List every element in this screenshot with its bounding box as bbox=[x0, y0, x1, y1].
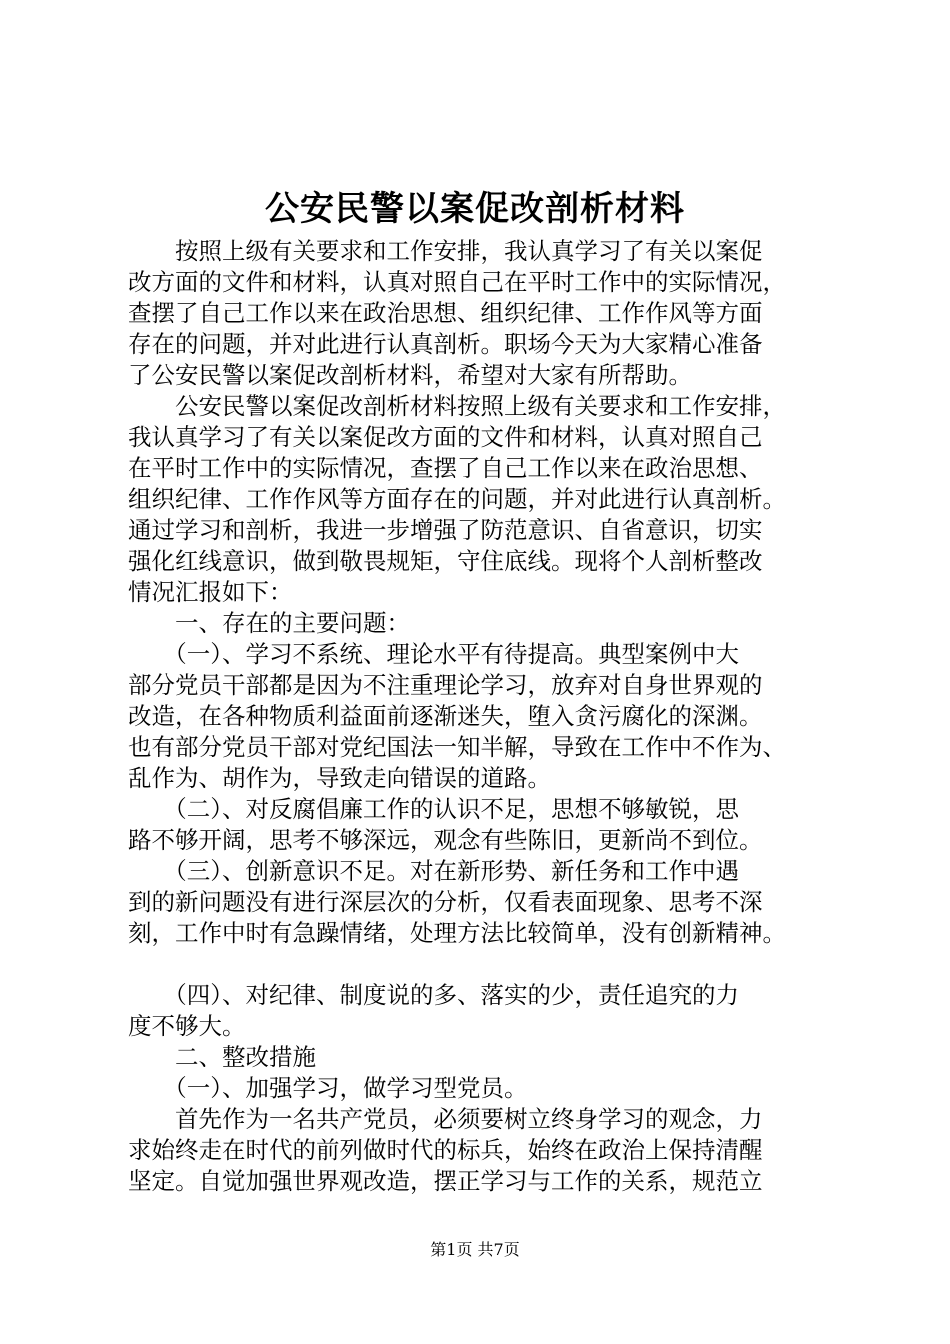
text-line: 组织纪律、工作作风等方面存在的问题，并对此进行认真剖析。 bbox=[128, 485, 786, 513]
text-line: 乱作为、胡作为，导致走向错误的道路。 bbox=[128, 764, 551, 792]
text-line: 情况汇报如下： bbox=[128, 578, 293, 606]
text-line: 了公安民警以案促改剖析材料，希望对大家有所帮助。 bbox=[128, 361, 692, 389]
page-footer: 第1页 共7页 bbox=[430, 1240, 520, 1259]
text-line: （四）、对纪律、制度说的多、落实的少，责任追究的力 bbox=[128, 981, 739, 1009]
text-line: 也有部分党员干部对党纪国法一知半解，导致在工作中不作为、 bbox=[128, 733, 786, 761]
text-line: 通过学习和剖析，我进一步增强了防范意识、自省意识，切实 bbox=[128, 516, 763, 544]
text-line: 在平时工作中的实际情况，查摆了自己工作以来在政治思想、 bbox=[128, 454, 763, 482]
text-line: 刻，工作中时有急躁情绪，处理方法比较简单，没有创新精神。 bbox=[128, 919, 786, 947]
text-line: 我认真学习了有关以案促改方面的文件和材料，认真对照自己 bbox=[128, 423, 763, 451]
text-line: 存在的问题，并对此进行认真剖析。职场今天为大家精心准备 bbox=[128, 330, 763, 358]
text-line: 坚定。自觉加强世界观改造，摆正学习与工作的关系，规范立 bbox=[128, 1167, 763, 1195]
document-body bbox=[128, 236, 850, 1197]
text-line: 部分党员干部都是因为不注重理论学习，放弃对自身世界观的 bbox=[128, 671, 763, 699]
text-line: 求始终走在时代的前列做时代的标兵，始终在政治上保持清醒 bbox=[128, 1136, 763, 1164]
text-line: 度不够大。 bbox=[128, 1012, 246, 1040]
text-line: 首先作为一名共产党员，必须要树立终身学习的观念，力 bbox=[128, 1105, 763, 1133]
text-line: 改方面的文件和材料，认真对照自己在平时工作中的实际情况， bbox=[128, 268, 786, 296]
text-line: （二）、对反腐倡廉工作的认识不足，思想不够敏锐，思 bbox=[128, 795, 739, 823]
text-line: 强化红线意识，做到敬畏规矩，守住底线。现将个人剖析整改 bbox=[128, 547, 763, 575]
text-line: 改造，在各种物质利益面前逐渐迷失，堕入贪污腐化的深渊。 bbox=[128, 702, 763, 730]
text-line: 路不够开阔，思考不够深远，观念有些陈旧，更新尚不到位。 bbox=[128, 826, 763, 854]
document-title: 公安民警以案促改剖析材料 bbox=[265, 189, 685, 229]
text-line: 到的新问题没有进行深层次的分析，仅看表面现象、思考不深 bbox=[128, 888, 763, 916]
text-line: 按照上级有关要求和工作安排，我认真学习了有关以案促 bbox=[128, 237, 763, 265]
text-line: 查摆了自己工作以来在政治思想、组织纪律、工作作风等方面 bbox=[128, 299, 763, 327]
text-line: 二、整改措施 bbox=[128, 1043, 316, 1071]
text-line: （一）、加强学习，做学习型党员。 bbox=[128, 1074, 528, 1102]
text-line: （三）、创新意识不足。对在新形势、新任务和工作中遇 bbox=[128, 857, 739, 885]
text-line: （一）、学习不系统、理论水平有待提高。典型案例中大 bbox=[128, 640, 739, 668]
text-line: 公安民警以案促改剖析材料按照上级有关要求和工作安排， bbox=[128, 392, 786, 420]
blank-line bbox=[128, 949, 850, 980]
text-line: 一、存在的主要问题： bbox=[128, 609, 410, 637]
